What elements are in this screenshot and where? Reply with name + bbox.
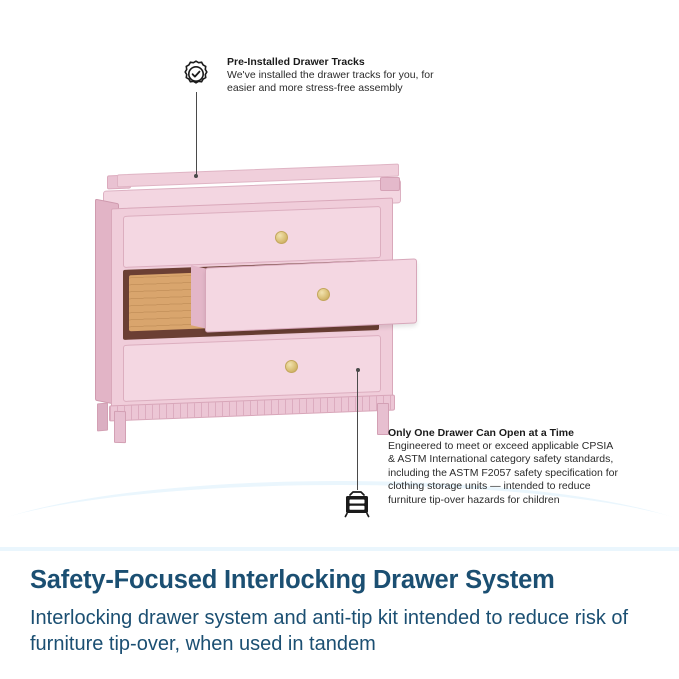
callout-interlock-body: Engineered to meet or exceed applicable CPSIA & ASTM International category safety standards, including the ASTM F2057 safety specification for clothing storage units — intended to reduce furniture tip-over hazards for children — [388, 440, 618, 506]
callout-interlock — [388, 427, 618, 507]
drawer-unit-icon — [341, 488, 373, 520]
callout-drawer-tracks — [227, 56, 437, 96]
footer-text-block — [30, 566, 650, 657]
drawer-knob-middle — [317, 288, 330, 301]
callout-drawer-tracks-title: Pre-Installed Drawer Tracks — [227, 56, 365, 68]
callout-drawer-tracks-body: We've installed the drawer tracks for you, for easier and more stress-free assembly — [227, 69, 434, 95]
gear-check-icon — [180, 58, 212, 90]
headline: Safety-Focused Interlocking Drawer System — [30, 566, 555, 594]
drawer-top — [123, 206, 381, 268]
drawer-knob-top — [275, 231, 288, 244]
dresser-leg-back — [97, 403, 108, 432]
dresser-leg-left — [114, 411, 126, 443]
drawer-bottom — [123, 335, 381, 402]
leader-line-drawer-tracks — [196, 92, 197, 176]
leader-line-interlock — [357, 370, 358, 490]
product-image-dresser — [95, 155, 415, 455]
leader-dot-drawer-tracks — [194, 174, 198, 178]
drawer-knob-bottom — [285, 360, 298, 373]
subheadline: Interlocking drawer system and anti-tip kit intended to reduce risk of furniture tip-over, when used in tandem — [30, 607, 629, 655]
callout-interlock-title: Only One Drawer Can Open at a Time — [388, 427, 574, 439]
changing-tray-right-post — [380, 177, 400, 191]
drawer-middle-open — [205, 258, 417, 332]
